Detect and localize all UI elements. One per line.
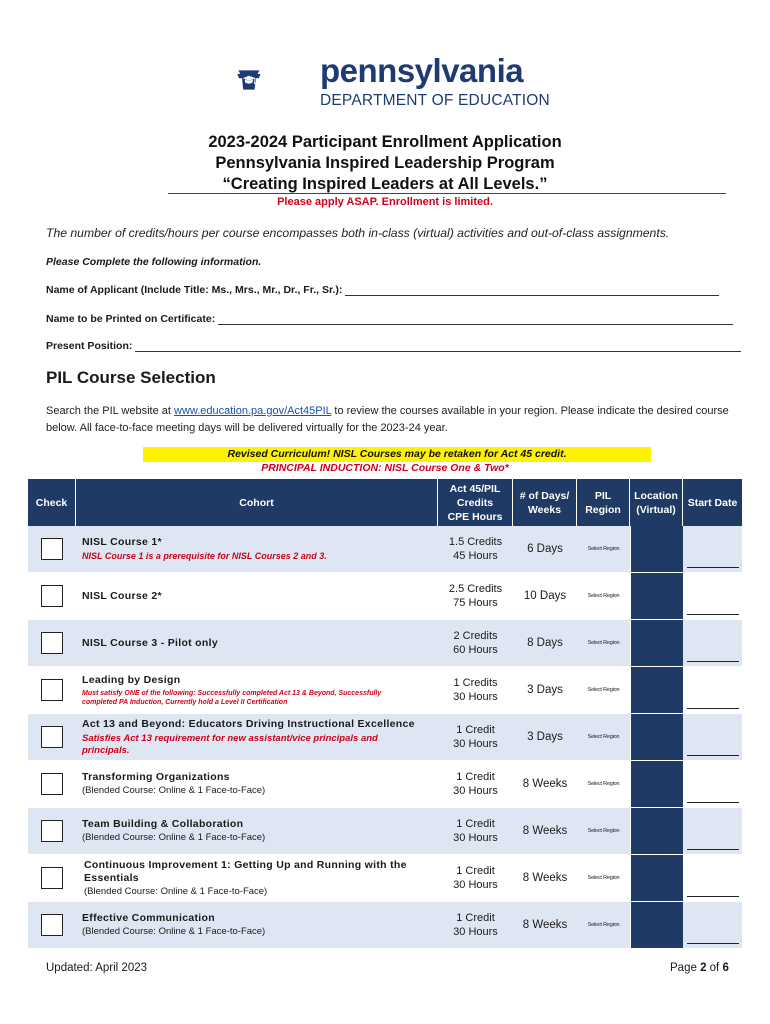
course-name: Team Building & Collaboration (82, 818, 244, 830)
table-row (28, 761, 742, 808)
course-name: NISL Course 1* (82, 536, 162, 548)
course-note: NISL Course 1 is a prerequisite for NISL Courses 2 and 3. (82, 551, 327, 561)
document-titles (0, 132, 770, 195)
course-name-2: Essentials (84, 871, 139, 884)
header-days: # of Days/ Weeks (513, 479, 577, 526)
course-credits: 1 Credit (456, 771, 495, 783)
title-divider (168, 193, 726, 194)
course-checkbox[interactable] (41, 679, 63, 701)
course-name: NISL Course 2* (82, 589, 162, 602)
location-cell (630, 902, 683, 948)
principal-induction-note: PRINCIPAL INDUCTION: NISL Course One & Two* (261, 462, 509, 474)
title-line-2: Pennsylvania Inspired Leadership Program (215, 154, 555, 172)
start-date-input[interactable] (687, 614, 739, 615)
apply-notice: Please apply ASAP. Enrollment is limited. (277, 196, 493, 208)
start-date-input[interactable] (687, 708, 739, 709)
course-checkbox[interactable] (41, 726, 63, 748)
region-select[interactable]: Select Region (587, 593, 620, 599)
start-date-input[interactable] (687, 943, 739, 944)
certificate-name-field (46, 313, 733, 325)
course-name: Leading by Design (82, 673, 181, 686)
logo-subtitle: DEPARTMENT OF EDUCATION (320, 92, 550, 109)
course-days: 3 Days (527, 684, 563, 696)
applicant-name-field (46, 284, 719, 296)
start-date-input[interactable] (687, 896, 739, 897)
header-cohort: Cohort (76, 479, 438, 526)
region-select[interactable]: Select Region (587, 687, 620, 693)
course-note-2: principals. (82, 744, 130, 756)
certificate-name-input[interactable] (218, 313, 733, 325)
present-position-label: Present Position: (46, 340, 133, 352)
course-checkbox[interactable] (41, 585, 63, 607)
course-credits: 2 Credits (453, 630, 498, 642)
start-date-input[interactable] (687, 567, 739, 568)
header-region: PIL Region (577, 479, 630, 526)
present-position-field (46, 340, 741, 352)
course-checkbox[interactable] (41, 773, 63, 795)
course-name: Transforming Organizations (82, 771, 230, 783)
course-note: Must satisfy ONE of the following: Successfully completed Act 13 & Beyond, Successfully (82, 689, 382, 697)
course-hours: 30 Hours (453, 691, 498, 703)
present-position-input[interactable] (135, 340, 741, 352)
course-days: 8 Weeks (522, 778, 568, 790)
table-row (28, 714, 742, 761)
course-note: Satisfies Act 13 requirement for new assistant/vice principals and (82, 732, 378, 744)
course-hours: 75 Hours (453, 597, 498, 609)
region-select[interactable]: Select Region (587, 734, 620, 740)
course-checkbox[interactable] (41, 867, 63, 889)
course-days: 8 Weeks (522, 825, 568, 837)
keystone-logo (236, 44, 326, 116)
location-cell (630, 573, 683, 619)
applicant-name-label: Name of Applicant (Include Title: Ms., Mrs., Mr., Dr., Fr., Sr.): (46, 284, 343, 296)
course-checkbox[interactable] (41, 914, 63, 936)
region-select[interactable]: Select Region (587, 546, 620, 552)
course-checkbox[interactable] (41, 632, 63, 654)
course-hours: 30 Hours (453, 738, 498, 750)
title-line-1: 2023-2024 Participant Enrollment Application (208, 133, 562, 151)
course-hours: 30 Hours (453, 879, 498, 891)
table-row (28, 808, 742, 855)
course-table (28, 479, 742, 949)
region-select[interactable]: Select Region (587, 828, 620, 834)
header-location: Location (Virtual) (630, 479, 683, 526)
course-credits: 2.5 Credits (448, 583, 503, 595)
title-line-3: “Creating Inspired Leaders at All Levels.” (222, 175, 548, 193)
region-select[interactable]: Select Region (587, 781, 620, 787)
location-cell (630, 620, 683, 666)
intro-text: The number of credits/hours per course encompasses both in-class (virtual) activities and out-of-class assignments. (46, 226, 670, 240)
course-hours: 30 Hours (453, 832, 498, 844)
table-row (28, 620, 742, 667)
table-header (28, 479, 742, 526)
location-cell (630, 761, 683, 807)
table-row (28, 526, 742, 573)
course-days: 8 Weeks (522, 919, 568, 931)
location-cell (630, 667, 683, 713)
region-select[interactable]: Select Region (587, 875, 620, 881)
course-checkbox[interactable] (41, 820, 63, 842)
applicant-name-input[interactable] (345, 284, 719, 296)
region-select[interactable]: Select Region (587, 922, 620, 928)
course-hours: 45 Hours (453, 550, 498, 562)
course-credits: 1.5 Credits (448, 536, 503, 548)
course-note: (Blended Course: Online & 1 Face-to-Face) (82, 832, 266, 843)
certificate-name-label: Name to be Printed on Certificate: (46, 313, 216, 325)
table-row (28, 573, 742, 620)
please-complete-text: Please Complete the following information. (46, 256, 262, 268)
start-date-input[interactable] (687, 661, 739, 662)
course-days: 8 Weeks (522, 872, 568, 884)
search-instructions: Search the PIL website at www.education.pa.gov/Act45PIL to review the courses available in your region. Please indicate the desired course below. All face-to-face meeting days will be delivered virtually for the 2023-24 year. (46, 405, 729, 434)
header-start-date: Start Date (687, 496, 738, 509)
table-row (28, 855, 742, 902)
location-cell (630, 855, 683, 901)
course-hours: 30 Hours (453, 785, 498, 797)
page-number: Page 2 of 6 (670, 962, 729, 974)
start-date-input[interactable] (687, 802, 739, 803)
start-date-input[interactable] (687, 849, 739, 850)
course-credits: 1 Credit (456, 865, 495, 877)
course-name: Effective Communication (82, 912, 215, 924)
updated-date: Updated: April 2023 (46, 962, 148, 974)
location-cell (630, 526, 683, 572)
location-cell (630, 808, 683, 854)
course-name: Act 13 and Beyond: Educators Driving Instructional Excellence (82, 717, 415, 730)
course-note: (Blended Course: Online & 1 Face-to-Face) (82, 785, 266, 796)
header-check: Check (28, 479, 76, 526)
revised-curriculum-banner: Revised Curriculum! NISL Courses may be retaken for Act 45 credit. (143, 447, 651, 462)
course-note: (Blended Course: Online & 1 Face-to-Face) (82, 926, 266, 937)
course-credits: 1 Credits (453, 677, 498, 689)
course-note: (Blended Course: Online & 1 Face-to-Face) (84, 885, 268, 897)
course-days: 10 Days (523, 590, 567, 602)
table-row (28, 667, 742, 714)
course-hours: 60 Hours (453, 644, 498, 656)
location-cell (630, 714, 683, 760)
course-name: NISL Course 3 - Pilot only (82, 636, 218, 649)
table-row (28, 902, 742, 949)
course-days: 6 Days (527, 543, 563, 555)
start-date-input[interactable] (687, 755, 739, 756)
course-note-2: completed PA Induction, Currently hold a Level II Certification (82, 698, 288, 706)
header-credits: Act 45/PIL Credits CPE Hours (438, 479, 513, 526)
course-hours: 30 Hours (453, 926, 498, 938)
course-credits: 1 Credit (456, 912, 495, 924)
course-credits: 1 Credit (456, 724, 495, 736)
pil-website-link[interactable]: www.education.pa.gov/Act45PIL (174, 405, 332, 417)
pil-course-heading: PIL Course Selection (46, 368, 216, 387)
course-days: 8 Days (527, 637, 563, 649)
region-select[interactable]: Select Region (587, 640, 620, 646)
course-name: Continuous Improvement 1: Getting Up and Running with the (84, 858, 407, 871)
course-days: 3 Days (527, 731, 563, 743)
course-checkbox[interactable] (41, 538, 63, 560)
course-credits: 1 Credit (456, 818, 495, 830)
logo-wordmark: pennsylvania (320, 52, 524, 89)
